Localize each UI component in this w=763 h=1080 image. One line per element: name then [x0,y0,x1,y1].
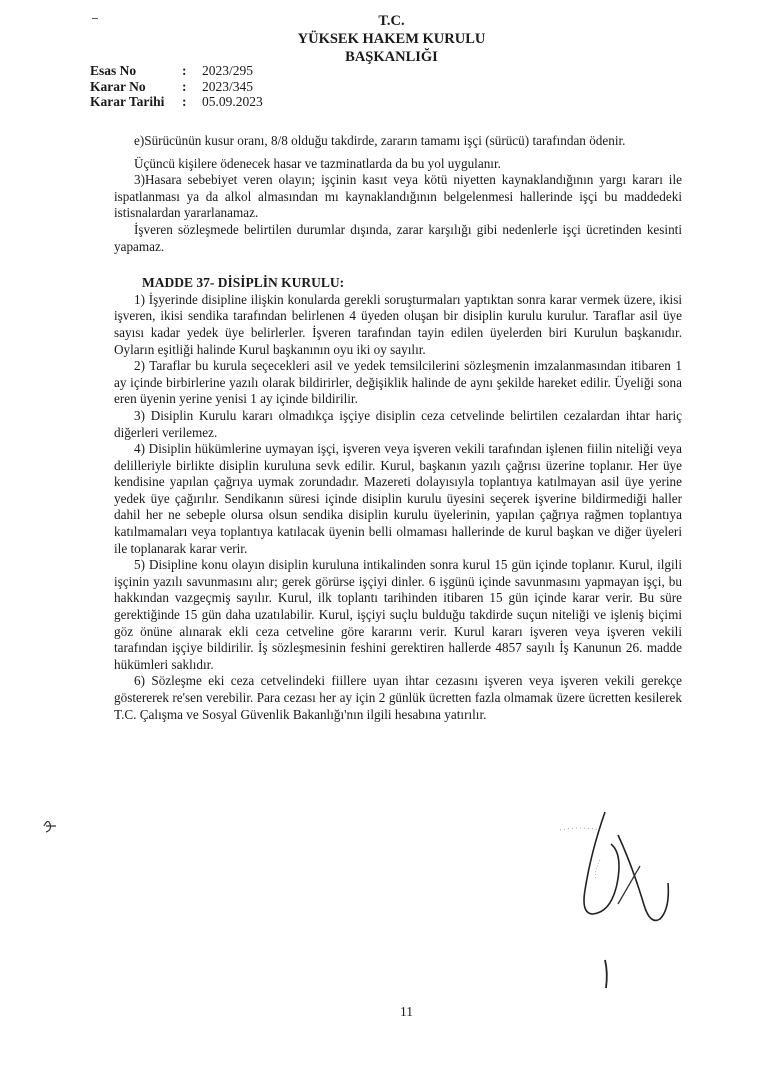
meta-sep: : [182,78,187,94]
page-number: 11 [400,1004,413,1019]
paragraph: e)Sürücünün kusur oranı, 8/8 olduğu takdirde, zararın tamamı işçi (sürücü) tarafından ödenir. [134,133,626,148]
paragraph: 1) İşyerinde disipline ilişkin konularda gerekli soruşturmaları yaptıktan sonra karar vermek üzere, ikisi işveren, ikisi sendika tarafından belirlenen 4 üyeden oluşan bir disiplin kurulu kurulur. Taraflar asil üye sayısı kadar yedek üye belirlerler. İşveren tarafından tayin edilen üyelerden biri Kurulun başkanıdır. Oyların eşitliği halinde Kurul başkanının oyu iki oy sayılır. [114,291,682,357]
meta-key: Esas No [90,63,137,78]
meta-sep: : [182,94,187,109]
paragraph: 4) Disiplin hükümlerine uymayan işçi, işveren veya işveren vekili tarafından işlenen fiilin niteliği veya delilleriyle birlikte disiplin kuruluna sevk edilir. Kurul, başkanın yazılı çağrısı üzerine toplanır. Her üye kendisine yapılan çağrıya uymak zorundadır. Mazereti dolayısıyla toplantıya katılmayan asil üye yerine yedek üye çağırılır. Sendikanın süresi içinde disiplin kurulu üyesini seçerek işverine bildirmediği haller dahil her ne sebeple olursa olsun sendika disiplin kurulu üyelerinin, yapılan çağrıya rağmen toplantıya katılmamaları veya toplantıya katılacak üyenin belli olmaması hallerinde de kurul başkan ve diğer üyeleri ile toplanarak karar verir. [114,441,682,556]
meta-key: Karar Tarihi [90,94,165,109]
article-title: MADDE 37- DİSİPLİN KURULU: [142,275,345,291]
paragraph: 5) Disipline konu olayın disiplin kuruluna intikalinden sonra kurul 15 gün içinde toplanır. Kurul, ilgili işçinin yazılı savunmasını alır; gerek görürse işçiyi dinler. 6 işgünü içinde savunmasını yapmayan işçi, bu hakkından vazgeçmiş sayılır. Kurul, ilk toplantı tarihinden itibaren 15 gün içinde karar verir. Bu süre gerektiğinde 15 gün daha uzatılabilir. Kurul, işçiyi suçlu bulduğu takdirde suçun niteliği ve işleniş biçimi göz önüne alınarak ekli ceza cetveline göre kararını verir. Kurul kararı işveren veya işveren vekili tarafından işçiye bildirilir. İş sözleşmesinin feshini gerektiren hallerde 4857 sayılı İş Kanunun 26. madde hükümleri saklıdır. [114,557,682,672]
meta-value: 2023/345 [202,78,254,94]
meta-value: 05.09.2023 [202,94,263,109]
header-line-institution: YÜKSEK HAKEM KURULU [297,31,486,47]
paragraph: Üçüncü kişilere ödenecek hasar ve tazminatlarda da bu yol uygulanır. [134,155,501,171]
meta-value: 2023/295 [202,63,254,78]
meta-sep: : [182,63,187,78]
paragraph: 2) Taraflar bu kurula seçecekleri asil ve yedek temsilcilerini sözleşmenin imzalanmasından itibaren 1 ay içinde birbirlerine yazılı olarak bildirirler, değişiklik halinde de aynı şekilde hareket edilir. Üyeliği sona eren üyenin yerine yenisi 1 ay içinde bildirilir. [114,358,682,407]
paragraph: 3) Disiplin Kurulu kararı olmadıkça işçiye disiplin ceza cetvelinde belirtilen cezalardan ihtar hariç diğerleri verilemez. [114,407,682,440]
paragraph: 3)Hasara sebebiyet veren olayın; işçinin kasıt veya kötü niyetten kaynaklandığının yargı kararı ile ispatlanması ya da alkol almasından mı kaynaklandığının belgelenmesi hallerinde işçi bu maddedeki istisnalardan yararlanamaz. [114,172,682,221]
paragraph: İşveren sözleşmede belirtilen durumlar dışında, zarar karşılığı gibi nedenlerle işçi ücretinden kesinti yapamaz. [114,221,682,254]
header-line-office: BAŞKANLIĞI [345,49,438,65]
paragraph: 6) Sözleşme eki ceza cetvelindeki fiillere uyan ihtar cezasını işveren veya işveren vekili gerekçe göstererek re'sen verebilir. Para cezası her ay için 2 günlük ücretten fazla olmamak üzere ücretten kesilerek T.C. Çalışma ve Sosyal Güvenlik Bakanlığı'nın ilgili hesabına yatırılır. [114,673,682,722]
header-line-tc: T.C. [378,13,405,29]
meta-key: Karar No [90,78,146,94]
